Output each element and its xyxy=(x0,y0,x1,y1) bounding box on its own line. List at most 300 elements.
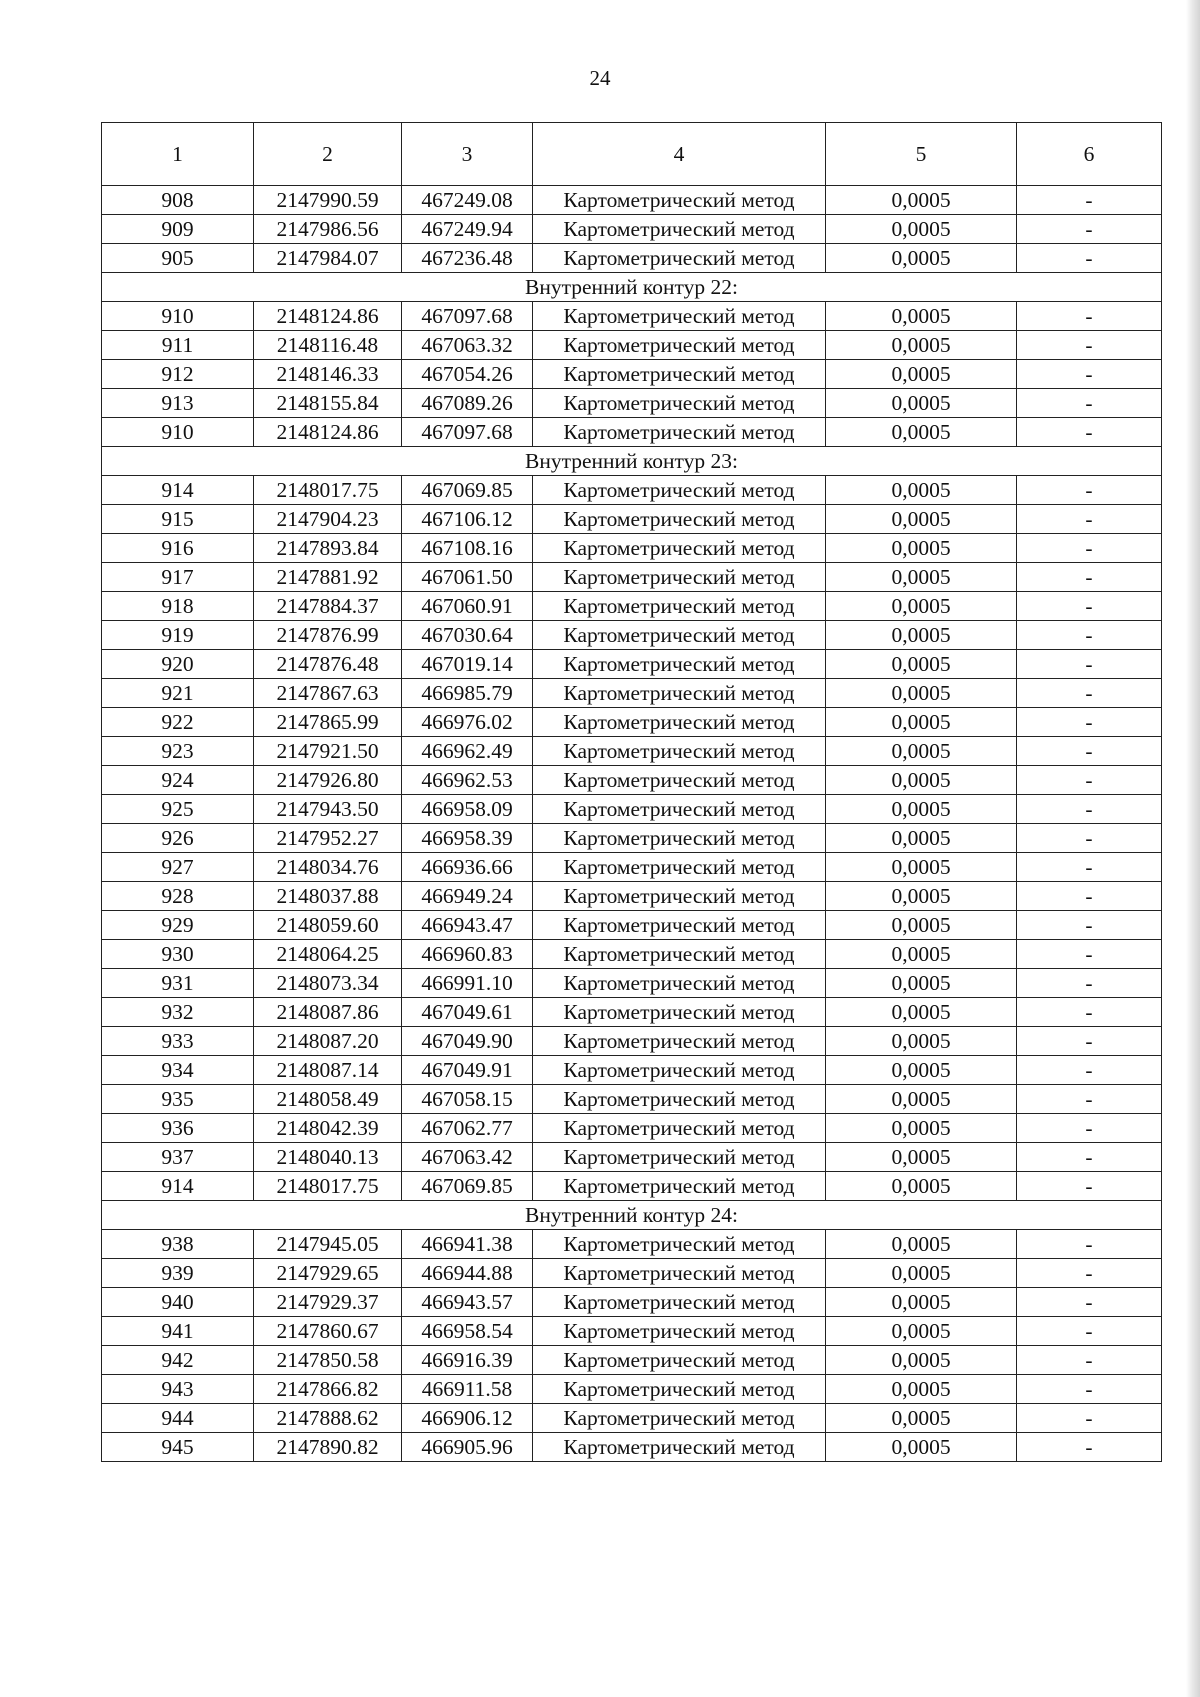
x-coordinate-cell: 2148064.25 xyxy=(254,940,402,969)
point-number-cell: 940 xyxy=(102,1288,254,1317)
note-cell: - xyxy=(1017,998,1162,1027)
accuracy-cell: 0,0005 xyxy=(826,331,1017,360)
table-row xyxy=(102,1288,1162,1317)
method-cell: Картометрический метод xyxy=(533,592,826,621)
x-coordinate-cell: 2147904.23 xyxy=(254,505,402,534)
note-cell: - xyxy=(1017,1114,1162,1143)
note-cell: - xyxy=(1017,1085,1162,1114)
note-cell: - xyxy=(1017,505,1162,534)
point-number-cell: 943 xyxy=(102,1375,254,1404)
x-coordinate-cell: 2147952.27 xyxy=(254,824,402,853)
y-coordinate-cell: 466958.54 xyxy=(402,1317,533,1346)
y-coordinate-cell: 467060.91 xyxy=(402,592,533,621)
note-cell: - xyxy=(1017,1375,1162,1404)
table-row xyxy=(102,1114,1162,1143)
accuracy-cell: 0,0005 xyxy=(826,1259,1017,1288)
point-number-cell: 922 xyxy=(102,708,254,737)
method-cell: Картометрический метод xyxy=(533,679,826,708)
accuracy-cell: 0,0005 xyxy=(826,1375,1017,1404)
y-coordinate-cell: 467058.15 xyxy=(402,1085,533,1114)
note-cell: - xyxy=(1017,1259,1162,1288)
note-cell: - xyxy=(1017,563,1162,592)
table-row xyxy=(102,505,1162,534)
accuracy-cell: 0,0005 xyxy=(826,186,1017,215)
method-cell: Картометрический метод xyxy=(533,360,826,389)
y-coordinate-cell: 466976.02 xyxy=(402,708,533,737)
table-row xyxy=(102,650,1162,679)
y-coordinate-cell: 467063.32 xyxy=(402,331,533,360)
note-cell: - xyxy=(1017,1288,1162,1317)
x-coordinate-cell: 2148146.33 xyxy=(254,360,402,389)
point-number-cell: 924 xyxy=(102,766,254,795)
note-cell: - xyxy=(1017,737,1162,766)
table-header-row xyxy=(102,123,1162,186)
y-coordinate-cell: 466962.53 xyxy=(402,766,533,795)
method-cell: Картометрический метод xyxy=(533,853,826,882)
method-cell: Картометрический метод xyxy=(533,766,826,795)
x-coordinate-cell: 2148155.84 xyxy=(254,389,402,418)
x-coordinate-cell: 2148017.75 xyxy=(254,1172,402,1201)
y-coordinate-cell: 467062.77 xyxy=(402,1114,533,1143)
note-cell: - xyxy=(1017,853,1162,882)
y-coordinate-cell: 467049.91 xyxy=(402,1056,533,1085)
method-cell: Картометрический метод xyxy=(533,621,826,650)
method-cell: Картометрический метод xyxy=(533,1230,826,1259)
table-row xyxy=(102,1317,1162,1346)
y-coordinate-cell: 467106.12 xyxy=(402,505,533,534)
method-cell: Картометрический метод xyxy=(533,418,826,447)
x-coordinate-cell: 2148037.88 xyxy=(254,882,402,911)
accuracy-cell: 0,0005 xyxy=(826,360,1017,389)
header-cell: 5 xyxy=(826,123,1017,186)
method-cell: Картометрический метод xyxy=(533,824,826,853)
note-cell: - xyxy=(1017,418,1162,447)
accuracy-cell: 0,0005 xyxy=(826,1085,1017,1114)
point-number-cell: 936 xyxy=(102,1114,254,1143)
method-cell: Картометрический метод xyxy=(533,1056,826,1085)
point-number-cell: 911 xyxy=(102,331,254,360)
method-cell: Картометрический метод xyxy=(533,1317,826,1346)
table-row xyxy=(102,998,1162,1027)
x-coordinate-cell: 2148040.13 xyxy=(254,1143,402,1172)
y-coordinate-cell: 466960.83 xyxy=(402,940,533,969)
accuracy-cell: 0,0005 xyxy=(826,1433,1017,1462)
method-cell: Картометрический метод xyxy=(533,1433,826,1462)
method-cell: Картометрический метод xyxy=(533,215,826,244)
x-coordinate-cell: 2148034.76 xyxy=(254,853,402,882)
note-cell: - xyxy=(1017,969,1162,998)
note-cell: - xyxy=(1017,824,1162,853)
point-number-cell: 917 xyxy=(102,563,254,592)
x-coordinate-cell: 2147984.07 xyxy=(254,244,402,273)
y-coordinate-cell: 466958.39 xyxy=(402,824,533,853)
x-coordinate-cell: 2147876.48 xyxy=(254,650,402,679)
accuracy-cell: 0,0005 xyxy=(826,998,1017,1027)
table-row xyxy=(102,1230,1162,1259)
point-number-cell: 944 xyxy=(102,1404,254,1433)
method-cell: Картометрический метод xyxy=(533,389,826,418)
point-number-cell: 945 xyxy=(102,1433,254,1462)
accuracy-cell: 0,0005 xyxy=(826,679,1017,708)
accuracy-cell: 0,0005 xyxy=(826,534,1017,563)
x-coordinate-cell: 2148059.60 xyxy=(254,911,402,940)
point-number-cell: 941 xyxy=(102,1317,254,1346)
x-coordinate-cell: 2148124.86 xyxy=(254,418,402,447)
table-row xyxy=(102,1433,1162,1462)
table-row xyxy=(102,795,1162,824)
y-coordinate-cell: 466962.49 xyxy=(402,737,533,766)
accuracy-cell: 0,0005 xyxy=(826,795,1017,824)
note-cell: - xyxy=(1017,244,1162,273)
method-cell: Картометрический метод xyxy=(533,534,826,563)
table-row xyxy=(102,1375,1162,1404)
accuracy-cell: 0,0005 xyxy=(826,215,1017,244)
coordinates-table xyxy=(101,122,1162,1462)
point-number-cell: 925 xyxy=(102,795,254,824)
method-cell: Картометрический метод xyxy=(533,1288,826,1317)
accuracy-cell: 0,0005 xyxy=(826,621,1017,650)
point-number-cell: 939 xyxy=(102,1259,254,1288)
note-cell: - xyxy=(1017,1404,1162,1433)
x-coordinate-cell: 2147860.67 xyxy=(254,1317,402,1346)
table-row xyxy=(102,360,1162,389)
x-coordinate-cell: 2147867.63 xyxy=(254,679,402,708)
method-cell: Картометрический метод xyxy=(533,998,826,1027)
table-row xyxy=(102,911,1162,940)
x-coordinate-cell: 2147865.99 xyxy=(254,708,402,737)
y-coordinate-cell: 466943.47 xyxy=(402,911,533,940)
x-coordinate-cell: 2148087.20 xyxy=(254,1027,402,1056)
accuracy-cell: 0,0005 xyxy=(826,766,1017,795)
point-number-cell: 914 xyxy=(102,476,254,505)
contour-heading: Внутренний контур 23: xyxy=(102,447,1162,476)
method-cell: Картометрический метод xyxy=(533,940,826,969)
note-cell: - xyxy=(1017,534,1162,563)
table-row xyxy=(102,853,1162,882)
point-number-cell: 915 xyxy=(102,505,254,534)
accuracy-cell: 0,0005 xyxy=(826,244,1017,273)
table-row xyxy=(102,1346,1162,1375)
note-cell: - xyxy=(1017,476,1162,505)
accuracy-cell: 0,0005 xyxy=(826,650,1017,679)
y-coordinate-cell: 467097.68 xyxy=(402,302,533,331)
table-row xyxy=(102,824,1162,853)
method-cell: Картометрический метод xyxy=(533,1346,826,1375)
x-coordinate-cell: 2147986.56 xyxy=(254,215,402,244)
point-number-cell: 932 xyxy=(102,998,254,1027)
accuracy-cell: 0,0005 xyxy=(826,1288,1017,1317)
point-number-cell: 933 xyxy=(102,1027,254,1056)
point-number-cell: 910 xyxy=(102,418,254,447)
method-cell: Картометрический метод xyxy=(533,882,826,911)
point-number-cell: 931 xyxy=(102,969,254,998)
accuracy-cell: 0,0005 xyxy=(826,389,1017,418)
x-coordinate-cell: 2147926.80 xyxy=(254,766,402,795)
note-cell: - xyxy=(1017,882,1162,911)
table-row xyxy=(102,215,1162,244)
note-cell: - xyxy=(1017,940,1162,969)
point-number-cell: 928 xyxy=(102,882,254,911)
x-coordinate-cell: 2148087.86 xyxy=(254,998,402,1027)
y-coordinate-cell: 466905.96 xyxy=(402,1433,533,1462)
point-number-cell: 934 xyxy=(102,1056,254,1085)
accuracy-cell: 0,0005 xyxy=(826,476,1017,505)
contour-heading-row xyxy=(102,1201,1162,1230)
accuracy-cell: 0,0005 xyxy=(826,824,1017,853)
point-number-cell: 942 xyxy=(102,1346,254,1375)
note-cell: - xyxy=(1017,331,1162,360)
note-cell: - xyxy=(1017,1433,1162,1462)
x-coordinate-cell: 2148073.34 xyxy=(254,969,402,998)
point-number-cell: 919 xyxy=(102,621,254,650)
point-number-cell: 921 xyxy=(102,679,254,708)
method-cell: Картометрический метод xyxy=(533,186,826,215)
method-cell: Картометрический метод xyxy=(533,708,826,737)
table-row xyxy=(102,1056,1162,1085)
header-cell: 1 xyxy=(102,123,254,186)
method-cell: Картометрический метод xyxy=(533,737,826,766)
x-coordinate-cell: 2147943.50 xyxy=(254,795,402,824)
note-cell: - xyxy=(1017,302,1162,331)
method-cell: Картометрический метод xyxy=(533,331,826,360)
x-coordinate-cell: 2147866.82 xyxy=(254,1375,402,1404)
table-row xyxy=(102,1085,1162,1114)
scan-edge-shadow xyxy=(1186,0,1200,1697)
y-coordinate-cell: 467019.14 xyxy=(402,650,533,679)
point-number-cell: 913 xyxy=(102,389,254,418)
x-coordinate-cell: 2148124.86 xyxy=(254,302,402,331)
note-cell: - xyxy=(1017,1346,1162,1375)
x-coordinate-cell: 2147893.84 xyxy=(254,534,402,563)
note-cell: - xyxy=(1017,186,1162,215)
accuracy-cell: 0,0005 xyxy=(826,1143,1017,1172)
y-coordinate-cell: 467089.26 xyxy=(402,389,533,418)
y-coordinate-cell: 467097.68 xyxy=(402,418,533,447)
table-row xyxy=(102,1143,1162,1172)
x-coordinate-cell: 2148042.39 xyxy=(254,1114,402,1143)
note-cell: - xyxy=(1017,679,1162,708)
point-number-cell: 918 xyxy=(102,592,254,621)
x-coordinate-cell: 2148058.49 xyxy=(254,1085,402,1114)
table-row xyxy=(102,1172,1162,1201)
note-cell: - xyxy=(1017,795,1162,824)
point-number-cell: 937 xyxy=(102,1143,254,1172)
y-coordinate-cell: 467049.61 xyxy=(402,998,533,1027)
y-coordinate-cell: 467061.50 xyxy=(402,563,533,592)
method-cell: Картометрический метод xyxy=(533,650,826,679)
x-coordinate-cell: 2148017.75 xyxy=(254,476,402,505)
x-coordinate-cell: 2147945.05 xyxy=(254,1230,402,1259)
x-coordinate-cell: 2147876.99 xyxy=(254,621,402,650)
method-cell: Картометрический метод xyxy=(533,563,826,592)
table-row xyxy=(102,534,1162,563)
y-coordinate-cell: 467249.08 xyxy=(402,186,533,215)
contour-heading-row xyxy=(102,273,1162,302)
header-cell: 6 xyxy=(1017,123,1162,186)
x-coordinate-cell: 2147884.37 xyxy=(254,592,402,621)
point-number-cell: 910 xyxy=(102,302,254,331)
x-coordinate-cell: 2148116.48 xyxy=(254,331,402,360)
y-coordinate-cell: 467030.64 xyxy=(402,621,533,650)
accuracy-cell: 0,0005 xyxy=(826,1317,1017,1346)
note-cell: - xyxy=(1017,389,1162,418)
y-coordinate-cell: 467049.90 xyxy=(402,1027,533,1056)
x-coordinate-cell: 2147929.65 xyxy=(254,1259,402,1288)
point-number-cell: 905 xyxy=(102,244,254,273)
table-row xyxy=(102,186,1162,215)
point-number-cell: 920 xyxy=(102,650,254,679)
contour-heading-row xyxy=(102,447,1162,476)
y-coordinate-cell: 466944.88 xyxy=(402,1259,533,1288)
table-row xyxy=(102,476,1162,505)
note-cell: - xyxy=(1017,592,1162,621)
point-number-cell: 923 xyxy=(102,737,254,766)
method-cell: Картометрический метод xyxy=(533,1143,826,1172)
note-cell: - xyxy=(1017,1027,1162,1056)
accuracy-cell: 0,0005 xyxy=(826,1404,1017,1433)
x-coordinate-cell: 2147921.50 xyxy=(254,737,402,766)
table-row xyxy=(102,1259,1162,1288)
accuracy-cell: 0,0005 xyxy=(826,969,1017,998)
y-coordinate-cell: 467249.94 xyxy=(402,215,533,244)
accuracy-cell: 0,0005 xyxy=(826,563,1017,592)
accuracy-cell: 0,0005 xyxy=(826,1346,1017,1375)
point-number-cell: 929 xyxy=(102,911,254,940)
x-coordinate-cell: 2148087.14 xyxy=(254,1056,402,1085)
method-cell: Картометрический метод xyxy=(533,795,826,824)
y-coordinate-cell: 466958.09 xyxy=(402,795,533,824)
header-cell: 2 xyxy=(254,123,402,186)
accuracy-cell: 0,0005 xyxy=(826,505,1017,534)
table-row xyxy=(102,592,1162,621)
table-row xyxy=(102,244,1162,273)
y-coordinate-cell: 466943.57 xyxy=(402,1288,533,1317)
point-number-cell: 926 xyxy=(102,824,254,853)
x-coordinate-cell: 2147990.59 xyxy=(254,186,402,215)
method-cell: Картометрический метод xyxy=(533,476,826,505)
x-coordinate-cell: 2147881.92 xyxy=(254,563,402,592)
contour-heading: Внутренний контур 22: xyxy=(102,273,1162,302)
accuracy-cell: 0,0005 xyxy=(826,1056,1017,1085)
table-row xyxy=(102,331,1162,360)
method-cell: Картометрический метод xyxy=(533,1172,826,1201)
table-row xyxy=(102,302,1162,331)
point-number-cell: 912 xyxy=(102,360,254,389)
accuracy-cell: 0,0005 xyxy=(826,1114,1017,1143)
method-cell: Картометрический метод xyxy=(533,1114,826,1143)
note-cell: - xyxy=(1017,1230,1162,1259)
accuracy-cell: 0,0005 xyxy=(826,1027,1017,1056)
point-number-cell: 909 xyxy=(102,215,254,244)
method-cell: Картометрический метод xyxy=(533,302,826,331)
method-cell: Картометрический метод xyxy=(533,505,826,534)
y-coordinate-cell: 467108.16 xyxy=(402,534,533,563)
method-cell: Картометрический метод xyxy=(533,969,826,998)
table-row xyxy=(102,389,1162,418)
y-coordinate-cell: 466991.10 xyxy=(402,969,533,998)
method-cell: Картометрический метод xyxy=(533,1085,826,1114)
accuracy-cell: 0,0005 xyxy=(826,302,1017,331)
table-row xyxy=(102,679,1162,708)
point-number-cell: 935 xyxy=(102,1085,254,1114)
y-coordinate-cell: 467054.26 xyxy=(402,360,533,389)
y-coordinate-cell: 467236.48 xyxy=(402,244,533,273)
note-cell: - xyxy=(1017,1317,1162,1346)
accuracy-cell: 0,0005 xyxy=(826,418,1017,447)
table-row xyxy=(102,737,1162,766)
y-coordinate-cell: 466906.12 xyxy=(402,1404,533,1433)
table-row xyxy=(102,766,1162,795)
point-number-cell: 927 xyxy=(102,853,254,882)
table-body xyxy=(102,123,1162,1462)
accuracy-cell: 0,0005 xyxy=(826,853,1017,882)
x-coordinate-cell: 2147929.37 xyxy=(254,1288,402,1317)
note-cell: - xyxy=(1017,215,1162,244)
method-cell: Картометрический метод xyxy=(533,1404,826,1433)
note-cell: - xyxy=(1017,621,1162,650)
note-cell: - xyxy=(1017,650,1162,679)
method-cell: Картометрический метод xyxy=(533,911,826,940)
note-cell: - xyxy=(1017,766,1162,795)
page-number: 24 xyxy=(589,66,611,90)
note-cell: - xyxy=(1017,911,1162,940)
point-number-cell: 938 xyxy=(102,1230,254,1259)
x-coordinate-cell: 2147890.82 xyxy=(254,1433,402,1462)
note-cell: - xyxy=(1017,708,1162,737)
table-row xyxy=(102,882,1162,911)
table-row xyxy=(102,1404,1162,1433)
y-coordinate-cell: 466936.66 xyxy=(402,853,533,882)
table-row xyxy=(102,969,1162,998)
header-cell: 4 xyxy=(533,123,826,186)
table-row xyxy=(102,940,1162,969)
y-coordinate-cell: 467069.85 xyxy=(402,476,533,505)
y-coordinate-cell: 467069.85 xyxy=(402,1172,533,1201)
y-coordinate-cell: 466916.39 xyxy=(402,1346,533,1375)
y-coordinate-cell: 467063.42 xyxy=(402,1143,533,1172)
accuracy-cell: 0,0005 xyxy=(826,940,1017,969)
point-number-cell: 908 xyxy=(102,186,254,215)
table-row xyxy=(102,708,1162,737)
y-coordinate-cell: 466941.38 xyxy=(402,1230,533,1259)
y-coordinate-cell: 466949.24 xyxy=(402,882,533,911)
contour-heading: Внутренний контур 24: xyxy=(102,1201,1162,1230)
y-coordinate-cell: 466985.79 xyxy=(402,679,533,708)
y-coordinate-cell: 466911.58 xyxy=(402,1375,533,1404)
accuracy-cell: 0,0005 xyxy=(826,882,1017,911)
accuracy-cell: 0,0005 xyxy=(826,592,1017,621)
note-cell: - xyxy=(1017,360,1162,389)
point-number-cell: 930 xyxy=(102,940,254,969)
x-coordinate-cell: 2147850.58 xyxy=(254,1346,402,1375)
note-cell: - xyxy=(1017,1143,1162,1172)
table-row xyxy=(102,621,1162,650)
accuracy-cell: 0,0005 xyxy=(826,1230,1017,1259)
x-coordinate-cell: 2147888.62 xyxy=(254,1404,402,1433)
accuracy-cell: 0,0005 xyxy=(826,911,1017,940)
point-number-cell: 914 xyxy=(102,1172,254,1201)
note-cell: - xyxy=(1017,1056,1162,1085)
method-cell: Картометрический метод xyxy=(533,1027,826,1056)
method-cell: Картометрический метод xyxy=(533,1259,826,1288)
method-cell: Картометрический метод xyxy=(533,1375,826,1404)
method-cell: Картометрический метод xyxy=(533,244,826,273)
table-row xyxy=(102,563,1162,592)
accuracy-cell: 0,0005 xyxy=(826,1172,1017,1201)
point-number-cell: 916 xyxy=(102,534,254,563)
header-cell: 3 xyxy=(402,123,533,186)
table-row xyxy=(102,418,1162,447)
